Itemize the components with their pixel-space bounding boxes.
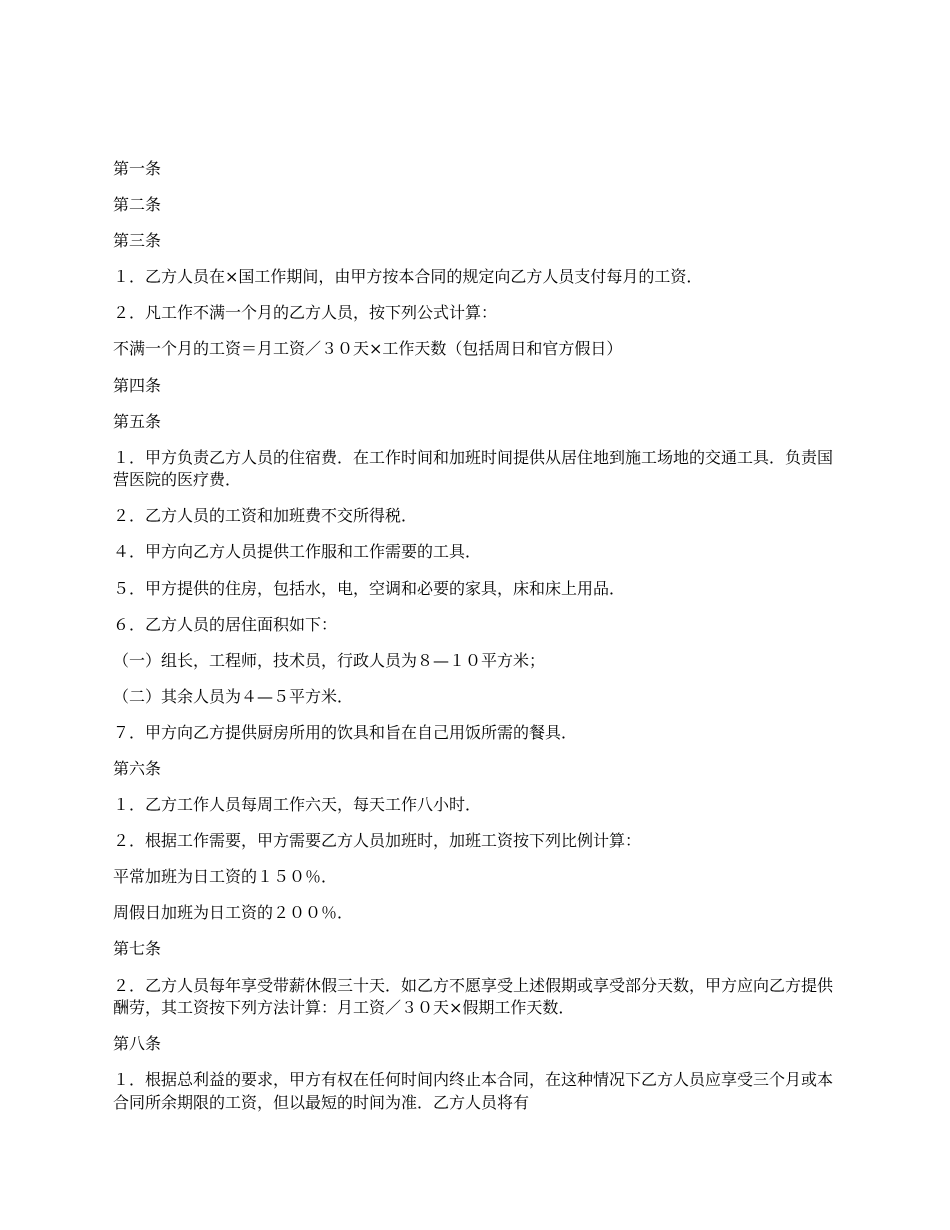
article-6-heading: 第六条 [113,759,162,778]
article-6-clause-1: １．乙方工作人员每周工作六天，每天工作八小时． [113,795,482,815]
article-8-clause-1: １．根据总利益的要求，甲方有权在任何时间内终止本合同，在这种情况下乙方人员应享受三个月或本合同所余期限的工资，但以最短的时间为准．乙方人员将有 [113,1070,834,1112]
article-3-formula: 不满一个月的工资＝月工资／３０天×工作天数（包括周日和官方假日） [113,339,623,359]
document-page [113,158,841,1128]
article-7-heading: 第七条 [113,939,162,959]
article-5-clause-2: ２．乙方人员的工资和加班费不交所得税． [113,506,418,526]
article-3-clause-2: ２．凡工作不满一个月的乙方人员，按下列公式计算： [113,303,498,323]
article-8-heading: 第八条 [113,1034,162,1054]
article-5-clause-1: １．甲方负责乙方人员的住宿费．在工作时间和加班时间提供从居住地到施工场地的交通工具．负责国营医院的医疗费． [113,447,834,490]
article-3-clause-1: １．乙方人员在×国工作期间，由甲方按本合同的规定向乙方人员支付每月的工资． [113,267,703,287]
article-5-clause-6-item-2: （二）其余人员为４—５平方米． [113,686,354,706]
article-5-clause-5: ５．甲方提供的住房，包括水，电，空调和必要的家具，床和床上用品． [113,578,626,598]
article-5-clause-7: ７．甲方向乙方提供厨房所用的饮具和旨在自己用饭所需的餐具． [113,722,578,742]
article-1-heading: 第一条 [113,159,162,178]
article-7-clause-2: ２．乙方人员每年享受带薪休假三十天．如乙方不愿享受上述假期或享受部分天数，甲方应向乙方提供酬劳，其工资按下列方法计算：月工资／３０天×假期工作天数． [113,975,834,1018]
article-4-heading: 第四条 [113,375,162,395]
article-6-overtime-holiday: 周假日加班为日工资的２００％． [113,903,354,923]
article-6-clause-2: ２．根据工作需要，甲方需要乙方人员加班时，加班工资按下列比例计算： [113,831,642,851]
article-5-clause-6-item-1: （一）组长，工程师，技术员，行政人员为８—１０平方米； [113,650,546,670]
article-5-heading: 第五条 [113,411,162,431]
article-5-clause-6: ６．乙方人员的居住面积如下： [113,614,338,634]
article-5-clause-4: ４．甲方向乙方人员提供工作服和工作需要的工具． [113,542,482,562]
article-3-heading: 第三条 [113,231,162,251]
article-2-heading: 第二条 [113,195,162,215]
article-6-overtime-regular: 平常加班为日工资的１５０％． [113,867,338,887]
